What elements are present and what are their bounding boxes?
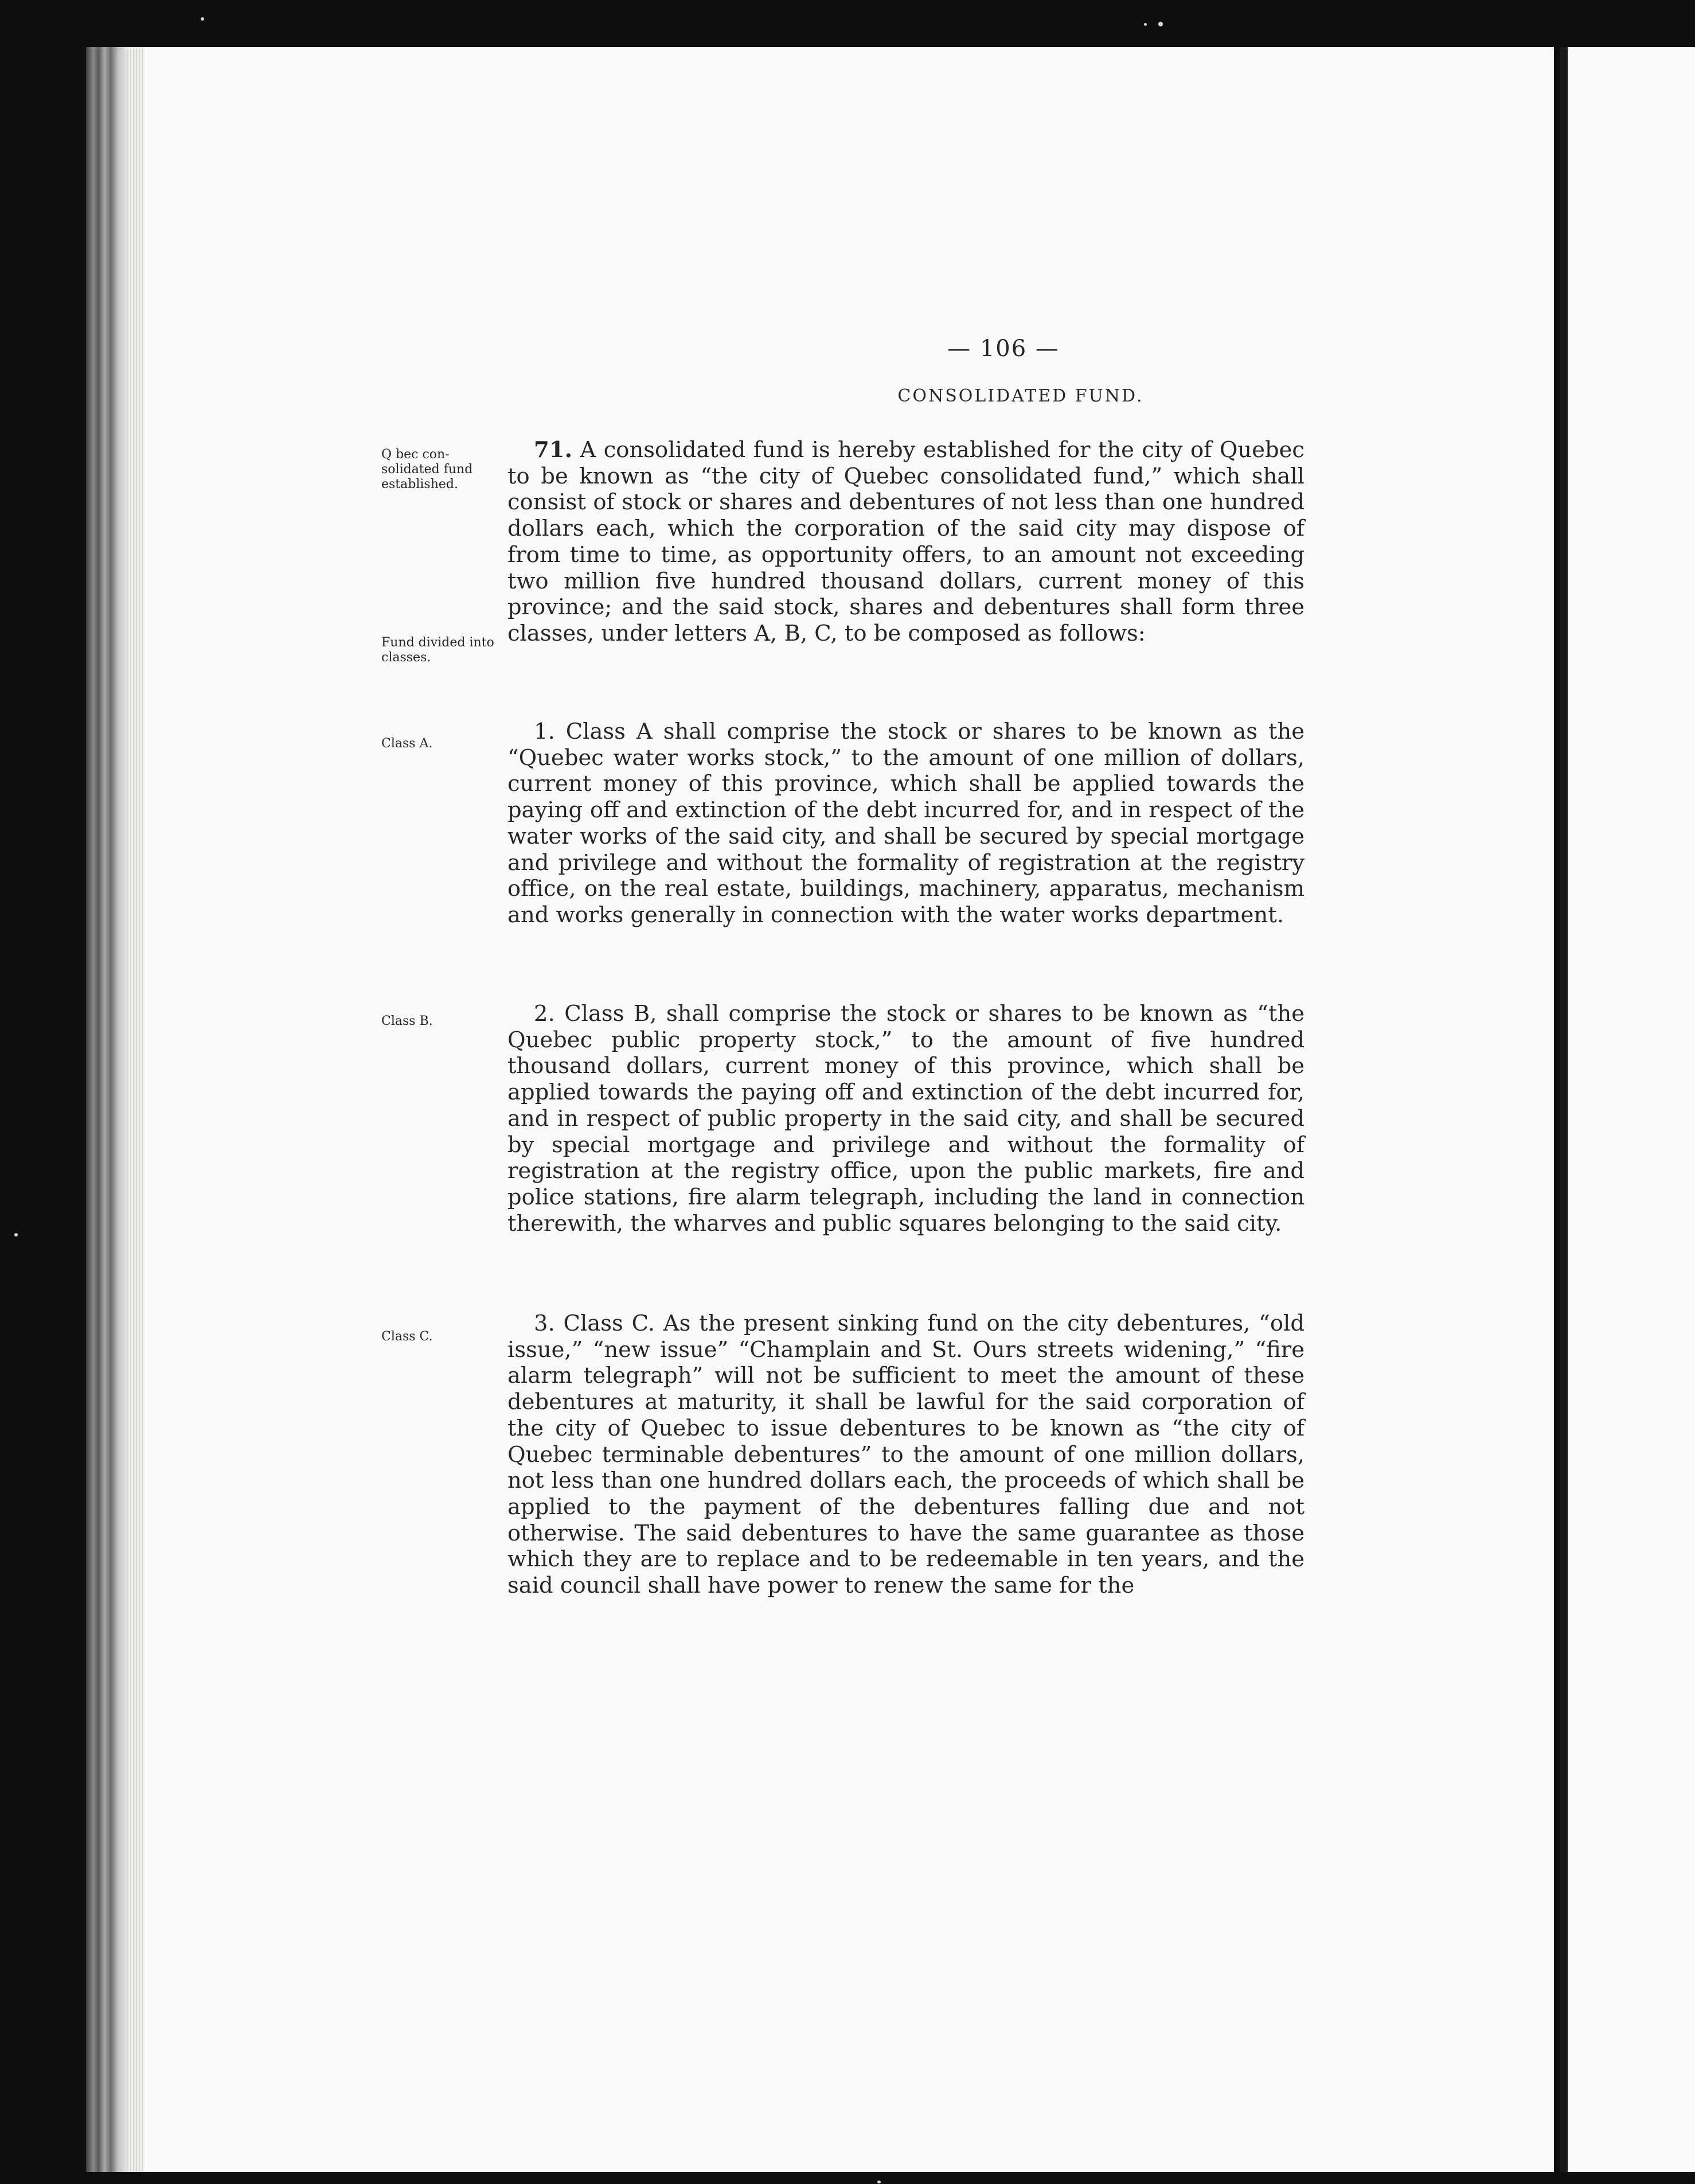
page-number: — 106 — [947,336,1060,362]
margin-note-class-b: Class B. [381,1014,433,1028]
margin-note-class-a: Class A. [381,736,433,751]
paragraph-text: 3. Class C. As the present sinking fund on the city debentures, “old issue,” “new issue” “Champlain and St. Ours streets widening,” “fire alarm telegraph” will not be sufficient to meet the amount of these debentures at maturity, it shall be lawful for the said corporation of the city of Quebec to issue debentures to be known as “the city of Quebec terminable debentures” to the amount of one million dollars, not less than one hundred dollars each, the proceeds of which shall be applied to the payment of the debentures falling due and not otherwise. The said debentures to have the same guarantee as those which they are to replace and to be redeemable in ten years, and the said council shall have power to renew the same for the [507,1311,1305,1599]
page-spine-shadow [86,47,127,2172]
margin-note-consolidated-fund: Q bec con-solidated fund established. [381,447,473,492]
section-number: 71. [534,437,572,463]
margin-note-class-c: Class C. [381,1329,433,1344]
paragraph-class-a [507,719,1305,929]
facing-page-edge [1560,47,1568,2172]
paragraph-text: 1. Class A shall comprise the stock or shares to be known as the “Quebec water works stock,” to the amount of one million of dollars, current money of this province, which shall be applied towards the paying off and extinction of the debt incurred for, and in respect of the water works of the said city, and shall be secured by special mortgage and privilege and without the formality of registration at the registry office, on the real estate, buildings, machinery, apparatus, mechanism and works generally in connection with the water works department. [507,719,1305,928]
paragraph-text: 2. Class B, shall comprise the stock or shares to be known as “the Quebec public property stock,” to the amount of five hundred thousand dollars, current money of this province, which shall be applied towards the paying off and extinction of the debt incurred for, and in respect of public property in the said city, and shall be secured by special mortgage and privilege and without the formality of registration at the registry office, upon the public markets, fire and police stations, fire alarm telegraph, including the land in connection therewith, the wharves and public squares belonging to the said city. [507,1001,1305,1237]
paragraph-text: A consolidated fund is hereby established for the city of Quebec to be known as “the city of Quebec consolidated fund,” which shall consist of stock or shares and debentures of not less than one hundred dollars each, which the corporation of the said city may dispose of from time to time, as opportunity offers, to an amount not exceeding two million five hundred thousand dollars, current money of this province; and the said stock, shares and debentures shall form three classes, under letters A, B, C, to be composed as follows: [507,437,1305,646]
scan-speck [877,2181,881,2183]
paragraph-class-b [507,1001,1305,1237]
scan-speck [201,17,204,21]
margin-note-fund-divided: Fund divided into classes. [381,635,494,665]
facing-page [1560,47,1695,2172]
page-edge-lines [127,47,144,2172]
scan-speck [1144,23,1147,26]
section-title: CONSOLIDATED FUND. [897,386,1144,406]
paragraph-section-71 [507,437,1305,647]
scan-speck [1158,22,1163,26]
scan-speck [14,1233,18,1237]
paragraph-class-c [507,1311,1305,1599]
